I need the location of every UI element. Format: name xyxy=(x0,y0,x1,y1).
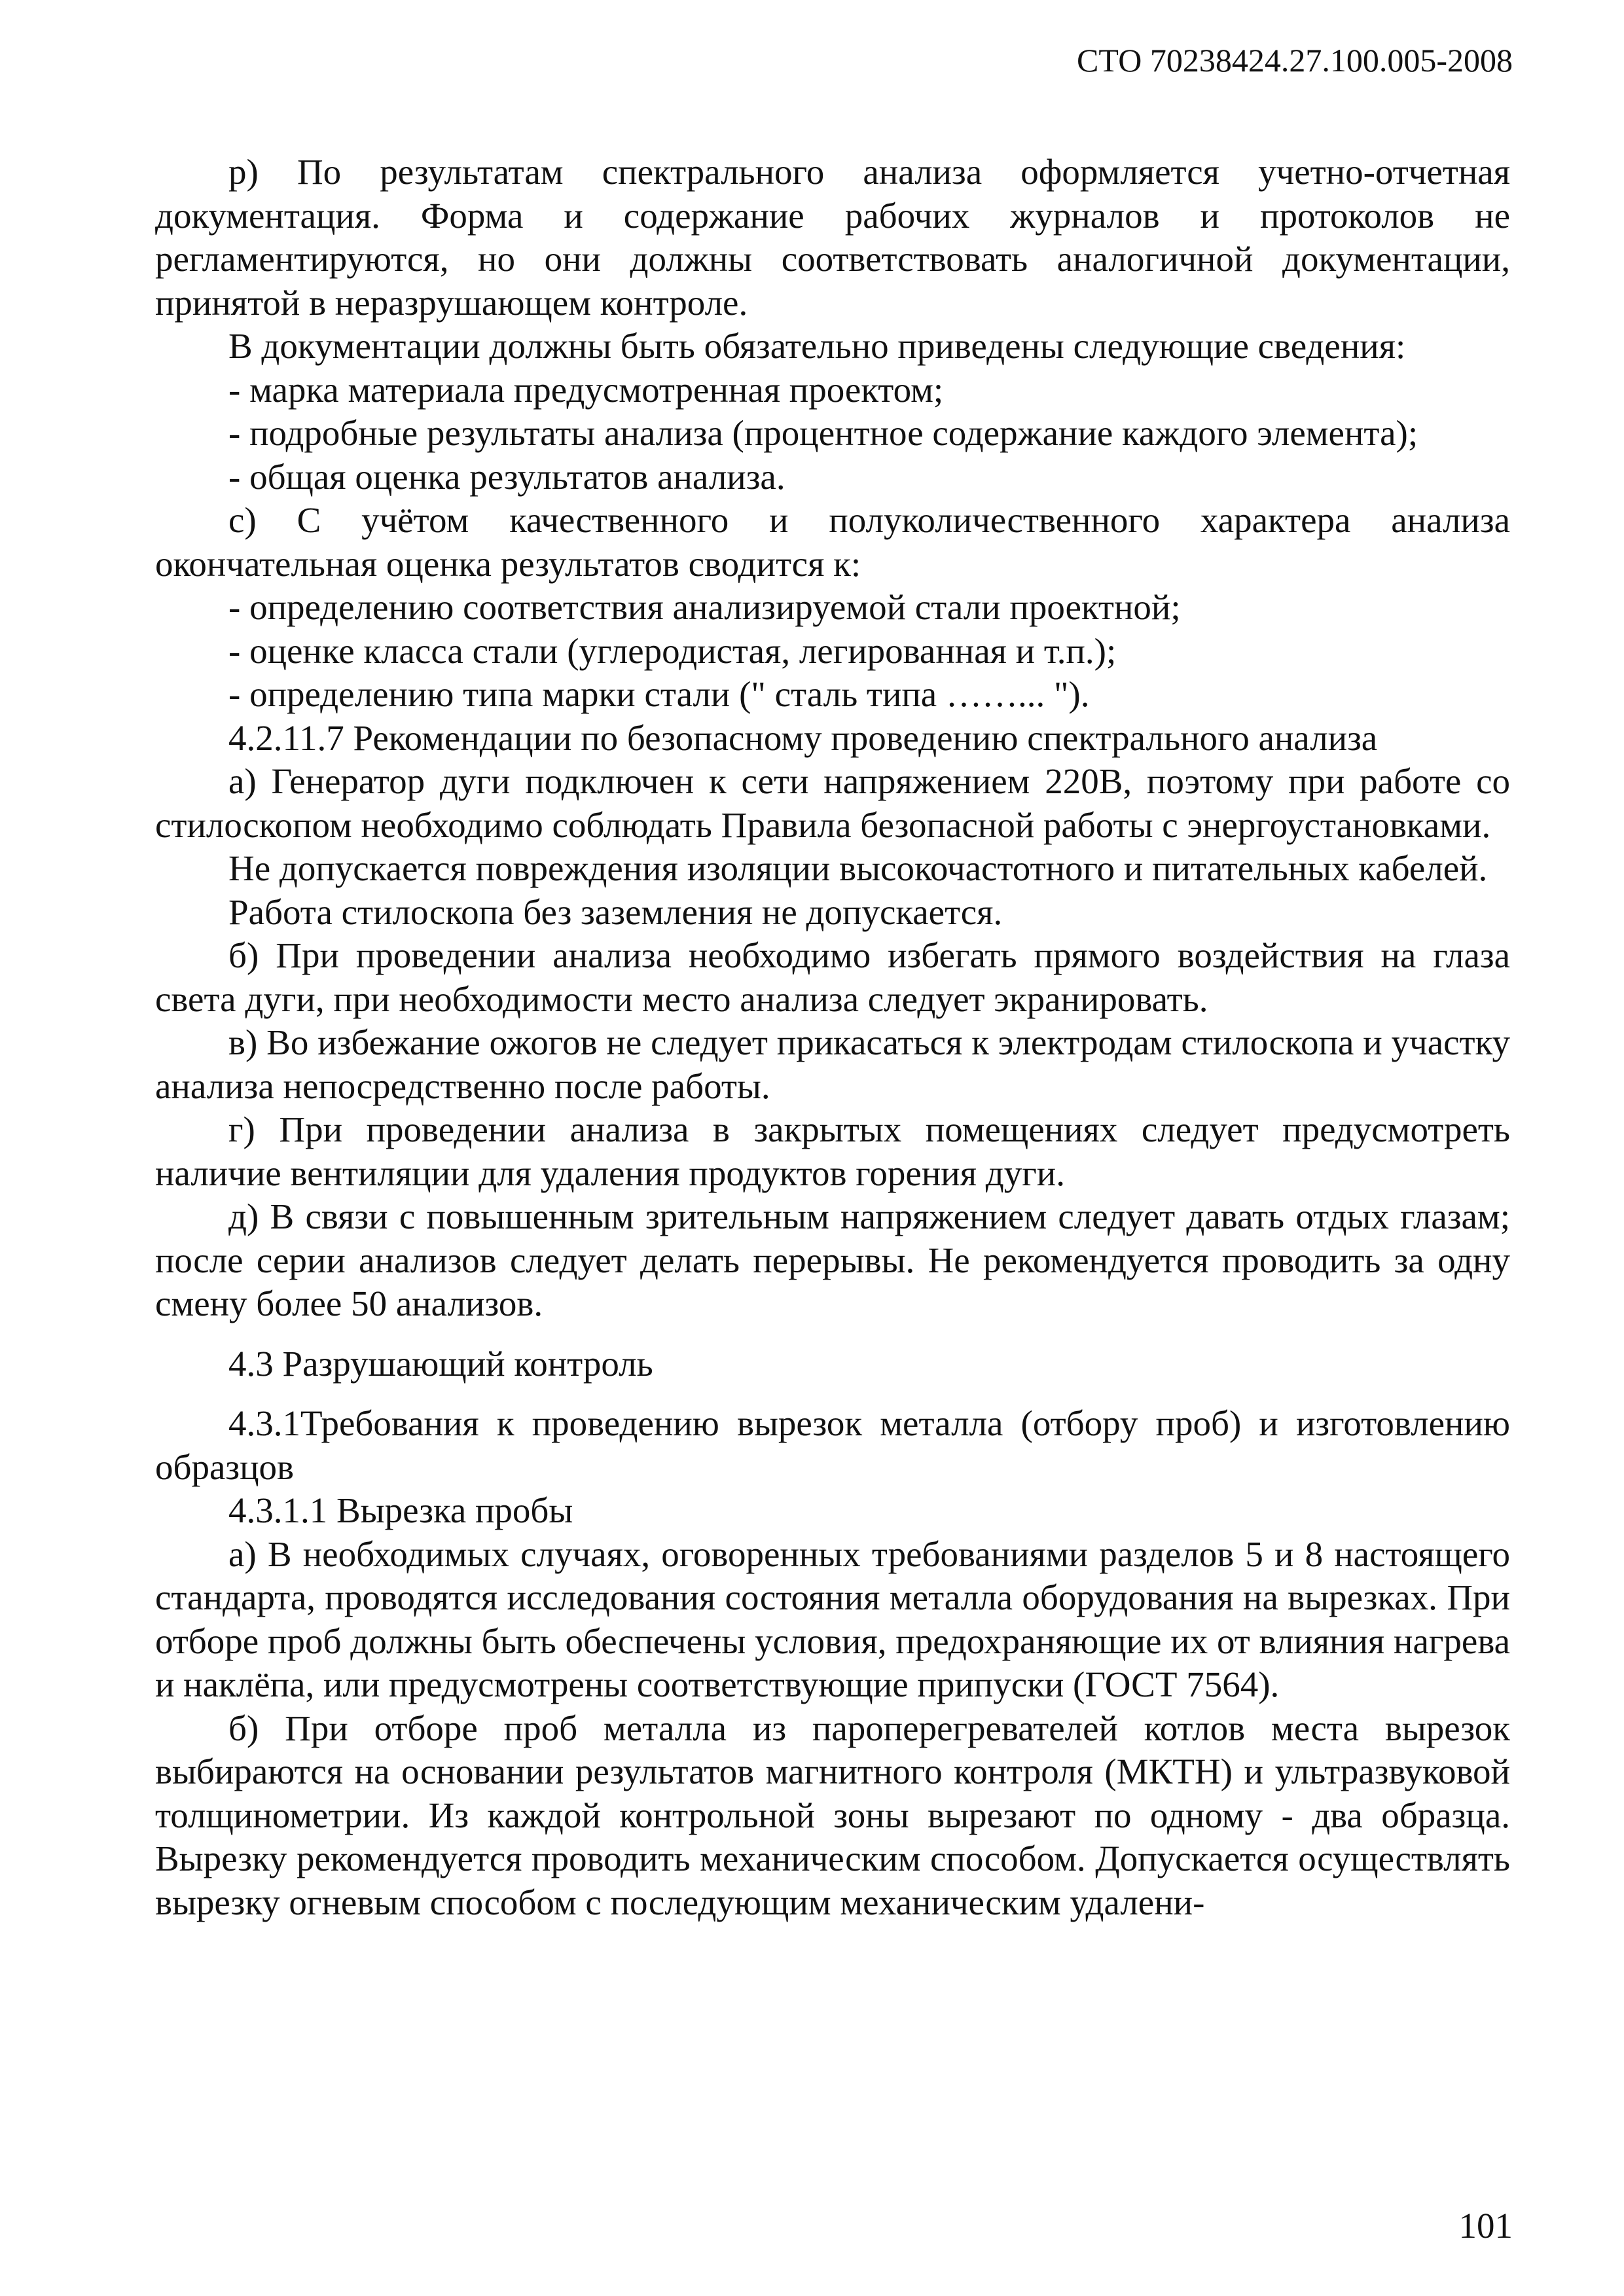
paragraph-g-ventilation: г) При проведении анализа в закрытых помещениях следует предусмотреть наличие вентиляции для удаления продуктов горения дуги. xyxy=(155,1109,1510,1193)
list-item-material-grade: - марка материала предусмотренная проектом; xyxy=(228,369,944,410)
paragraph-s-final-assessment: с) С учётом качественного и полуколичественного характера анализа окончательная оценка результатов сводится к: xyxy=(155,500,1510,584)
list-item-steel-conformity: - определению соответствия анализируемой стали проектной; xyxy=(228,587,1181,627)
paragraph-b-arc-light: б) При проведении анализа необходимо избегать прямого воздействия на глаза света дуги, при необходимости место анализа следует экранировать. xyxy=(155,935,1510,1019)
paragraph-a-sampling-conditions: а) В необходимых случаях, оговоренных требованиями разделов 5 и 8 настоящего стандарта, проводятся исследования состояния металла оборудования на вырезках. При отборе проб должны быть обеспечены условия, предохраняющие их от влияния нагрева и наклёпа, или предусмотрены соответствующие припуски (ГОСТ 7564). xyxy=(155,1534,1510,1704)
document-body xyxy=(155,151,1510,1924)
list-item-detailed-results: - подробные результаты анализа (процентное содержание каждого элемента); xyxy=(228,413,1418,453)
paragraph-documentation-info: В документации должны быть обязательно приведены следующие сведения: xyxy=(228,326,1406,366)
page-number: 101 xyxy=(1458,2206,1513,2246)
document-code-header: СТО 70238424.27.100.005-2008 xyxy=(1077,42,1513,79)
paragraph-d-eye-strain: д) В связи с повышенным зрительным напряжением следует давать отдых глазам; после серии анализов следует делать перерывы. Не рекомендуется проводить за одну смену более 50 анализов. xyxy=(155,1196,1510,1323)
paragraph-insulation: Не допускается повреждения изоляции высокочастотного и питательных кабелей. xyxy=(228,848,1488,888)
paragraph-a-arc-generator: а) Генератор дуги подключен к сети напряжением 220В, поэтому при работе со стилоскопом необходимо соблюдать Правила безопасной работы с энергоустановками. xyxy=(155,761,1510,845)
list-item-overall-assessment: - общая оценка результатов анализа. xyxy=(228,456,785,497)
section-heading-4-3: 4.3 Разрушающий контроль xyxy=(228,1343,653,1384)
list-item-steel-grade-type: - определению типа марки стали (" сталь типа ……... "). xyxy=(228,674,1090,714)
paragraph-v-burns: в) Во избежание ожогов не следует прикасаться к электродам стилоскопа и участку анализа непосредственно после работы. xyxy=(155,1022,1510,1106)
paragraph-b-superheater-samples: б) При отборе проб металла из пароперегревателей котлов места вырезок выбираются на основании результатов магнитного контроля (МКТН) и ультразвуковой толщинометрии. Из каждой контрольной зоны вырезают по одному - два образца. Вырезку рекомендуется проводить механическим способом. Допускается осуществлять вырезку огневым способом с последующим механическим удалени- xyxy=(155,1708,1510,1922)
section-heading-4-3-1-1: 4.3.1.1 Вырезка пробы xyxy=(228,1490,573,1530)
paragraph-p-documentation: р) По результатам спектрального анализа оформляется учетно-отчетная документация. Форма и содержание рабочих журналов и протоколов не регламентируются, но они должны соответствовать аналогичной документации, принятой в неразрушающем контроле. xyxy=(155,152,1510,323)
section-heading-4-3-1: 4.3.1Требования к проведению вырезок металла (отбору проб) и изготовлению образцов xyxy=(155,1403,1510,1487)
section-heading-4-2-11-7: 4.2.11.7 Рекомендации по безопасному проведению спектрального анализа xyxy=(228,717,1378,758)
paragraph-grounding: Работа стилоскопа без заземления не допускается. xyxy=(228,891,1003,932)
list-item-steel-class: - оценке класса стали (углеродистая, легированная и т.п.); xyxy=(228,630,1117,671)
